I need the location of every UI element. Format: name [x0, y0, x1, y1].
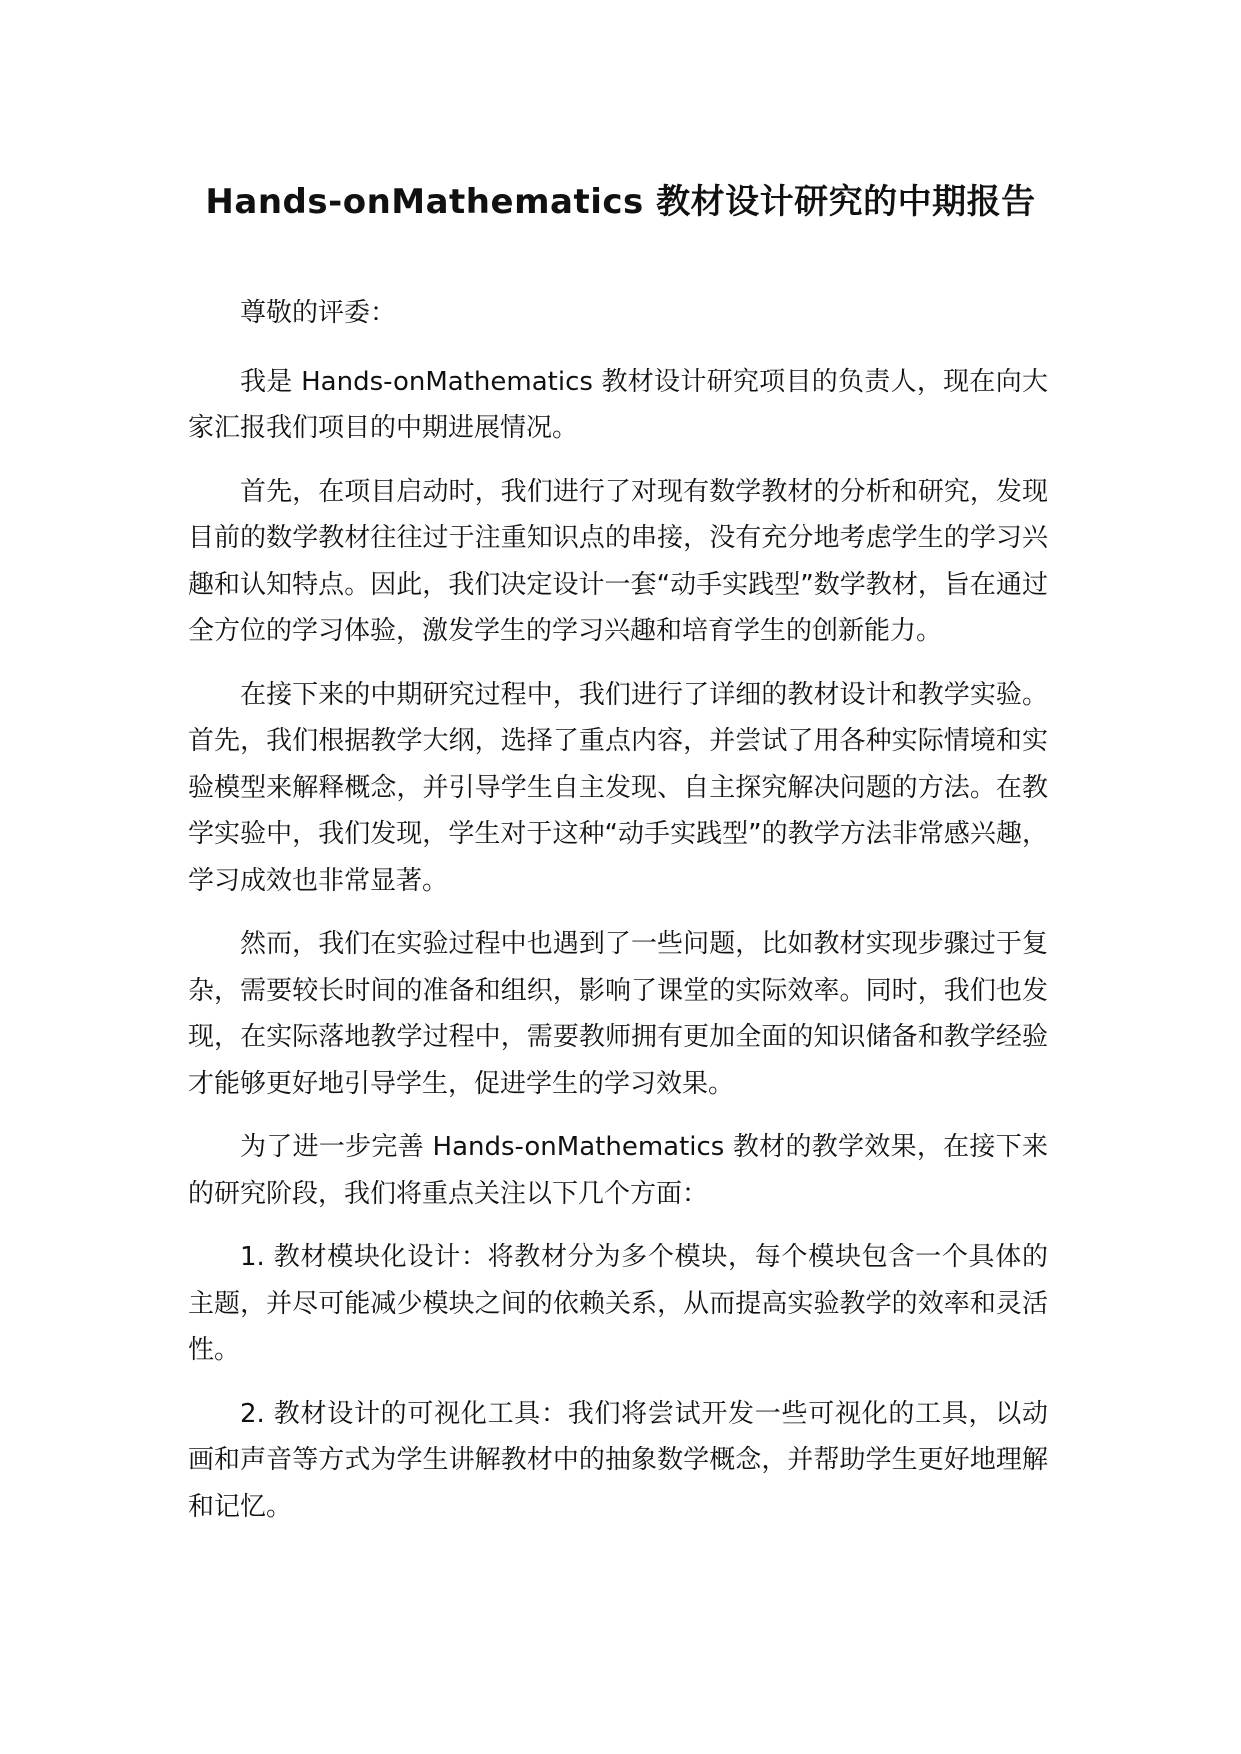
document-title: Hands-onMathematics 教材设计研究的中期报告 [205, 182, 1036, 222]
progress-paragraph: 在接下来的中期研究过程中，我们进行了详细的教材设计和教学实验。首先，我们根据教学大纲，选择了重点内容，并尝试了用各种实际情境和实验模型来解释概念，并引导学生自主发现、自主探究解决问题的方法。在教学实验中，我们发现，学生对于这种“动手实践型”的教学方法非常感兴趣，学习成效也非常显著。 [188, 679, 1048, 896]
problems-paragraph: 然而，我们在实验过程中也遇到了一些问题，比如教材实现步骤过于复杂，需要较长时间的准备和组织，影响了课堂的实际效率。同时，我们也发现，在实际落地教学过程中，需要教师拥有更加全面的知识储备和教学经验才能够更好地引导学生，促进学生的学习效果。 [188, 929, 1048, 1099]
background-paragraph: 首先，在项目启动时，我们进行了对现有数学教材的分析和研究，发现目前的数学教材往往过于注重知识点的串接，没有充分地考虑学生的学习兴趣和认知特点。因此，我们决定设计一套“动手实践型”数学教材，旨在通过全方位的学习体验，激发学生的学习兴趣和培育学生的创新能力。 [188, 476, 1048, 646]
greeting-paragraph: 尊敬的评委： [240, 298, 397, 328]
document-body [188, 290, 1048, 1547]
list-item-modular-design: 1. 教材模块化设计：将教材分为多个模块，每个模块包含一个具体的主题，并尽可能减少模块之间的依赖关系，从而提高实验教学的效率和灵活性。 [188, 1242, 1048, 1365]
list-item-visualization-tools: 2. 教材设计的可视化工具：我们将尝试开发一些可视化的工具，以动画和声音等方式为学生讲解教材中的抽象数学概念，并帮助学生更好地理解和记忆。 [188, 1398, 1048, 1522]
next-steps-paragraph: 为了进一步完善 Hands-onMathematics 教材的教学效果，在接下来的研究阶段，我们将重点关注以下几个方面： [188, 1132, 1048, 1209]
intro-paragraph: 我是 Hands-onMathematics 教材设计研究项目的负责人，现在向大家汇报我们项目的中期进展情况。 [188, 366, 1048, 443]
